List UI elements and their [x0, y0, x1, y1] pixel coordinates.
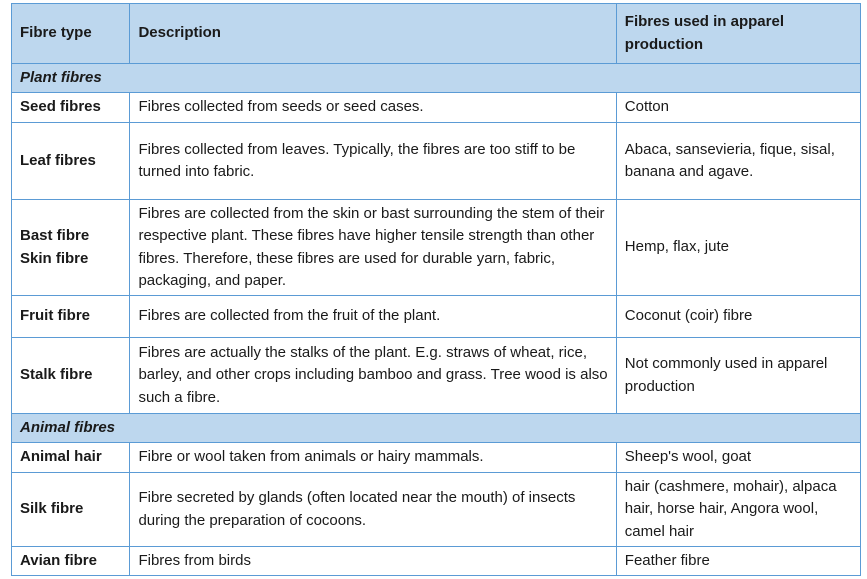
apparel-cell: Feather fibre — [616, 547, 860, 576]
description-cell: Fibres are actually the stalks of the plant. E.g. straws of wheat, rice, barley, and other crops including bamboo and grass. Tree wood is also such a fibre. — [130, 338, 616, 414]
category-row-animal — [12, 414, 861, 443]
description-cell: Fibre or wool taken from animals or hairy mammals. — [130, 443, 616, 473]
table-row — [12, 547, 861, 576]
apparel-cell: Cotton — [616, 93, 860, 123]
fibre-type-line: Bast fibre — [20, 227, 90, 244]
description-cell: Fibres collected from leaves. Typically, the fibres are too stiff to be turned into fabric. — [130, 123, 616, 200]
description-cell: Fibre secreted by glands (often located near the mouth) of insects during the preparation of cocoons. — [130, 473, 616, 547]
fibre-type-cell: Stalk fibre — [12, 338, 130, 414]
description-cell: Fibres are collected from the skin or bast surrounding the stem of their respective plant. These fibres have higher tensile strength than other fibres. Therefore, these fibres are used for durable yarn, fabric, packaging, and paper. — [130, 200, 616, 296]
description-cell: Fibres from birds — [130, 547, 616, 576]
fibre-type-cell: Avian fibre — [12, 547, 130, 576]
description-cell: Fibres collected from seeds or seed cases. — [130, 93, 616, 123]
table-row — [12, 93, 861, 123]
fibre-table — [11, 3, 861, 576]
fibre-type-cell: Fruit fibre — [12, 296, 130, 338]
apparel-cell: hair (cashmere, mohair), alpaca hair, horse hair, Angora wool, camel hair — [616, 473, 860, 547]
table-row — [12, 338, 861, 414]
header-row — [12, 4, 861, 64]
fibre-type-cell: Leaf fibres — [12, 123, 130, 200]
table-row — [12, 200, 861, 296]
table-row — [12, 123, 861, 200]
category-row-plant — [12, 64, 861, 93]
apparel-cell: Hemp, flax, jute — [616, 200, 860, 296]
apparel-cell: Not commonly used in apparel production — [616, 338, 860, 414]
category-plant-fibres: Plant fibres — [12, 64, 861, 93]
fibre-type-cell: Animal hair — [12, 443, 130, 473]
fibre-type-cell — [12, 200, 130, 296]
apparel-cell: Abaca, sansevieria, fique, sisal, banana and agave. — [616, 123, 860, 200]
apparel-cell: Sheep's wool, goat — [616, 443, 860, 473]
fibre-type-cell: Seed fibres — [12, 93, 130, 123]
fibre-type-cell: Silk fibre — [12, 473, 130, 547]
header-apparel: Fibres used in apparel production — [616, 4, 860, 64]
header-fibre-type: Fibre type — [12, 4, 130, 64]
table-row — [12, 296, 861, 338]
table-row — [12, 473, 861, 547]
description-cell: Fibres are collected from the fruit of the plant. — [130, 296, 616, 338]
header-description: Description — [130, 4, 616, 64]
apparel-cell: Coconut (coir) fibre — [616, 296, 860, 338]
fibre-type-line: Skin fibre — [20, 249, 89, 267]
table-row — [12, 443, 861, 473]
category-animal-fibres: Animal fibres — [12, 414, 861, 443]
